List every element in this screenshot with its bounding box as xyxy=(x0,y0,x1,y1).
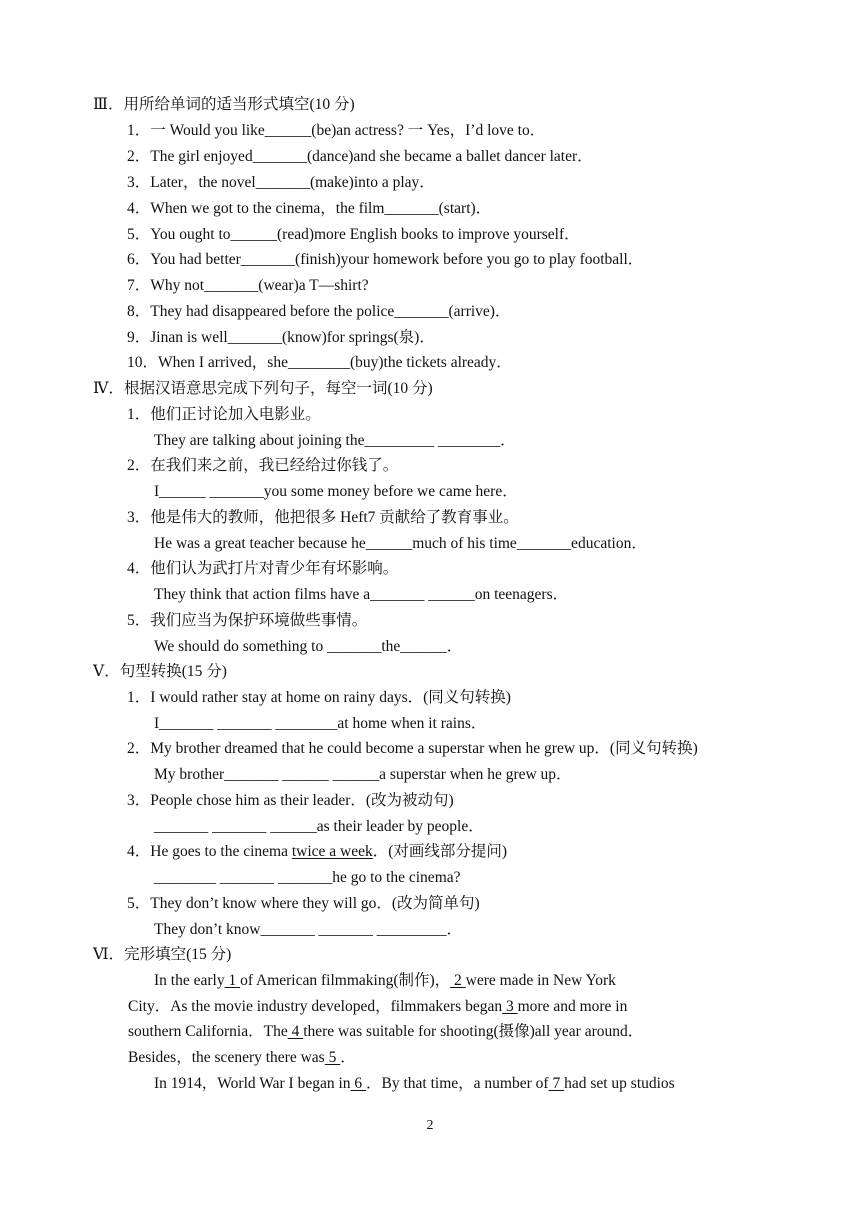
q4-item-5-chinese: 5．我们应当为保护环境做些事情。 xyxy=(127,612,368,629)
cloze-blank-4: 4 xyxy=(287,1023,304,1040)
q3-item-10: 10．When I arrived，she________(buy)the tickets already． xyxy=(127,354,512,371)
cloze-text: ． xyxy=(340,1049,356,1066)
cloze-text: more and more in xyxy=(517,998,628,1015)
q5-item-4-instruction: ．(对画线部分提问) xyxy=(372,843,508,860)
cloze-blank-1: 1 xyxy=(224,972,241,989)
section-4-title: Ⅳ．根据汉语意思完成下列句子，每空一词(10 分) xyxy=(93,380,433,397)
q3-item-3: 3．Later，the novel_______(make)into a play． xyxy=(127,174,435,191)
q4-item-1-chinese: 1．他们正讨论加入电影业。 xyxy=(127,406,321,423)
q3-item-6: 6．You had better_______(finish)your homework before you go to play football． xyxy=(127,251,644,268)
q3-item-2: 2．The girl enjoyed_______(dance)and she became a ballet dancer later． xyxy=(127,148,593,165)
cloze-text: City．As the movie industry developed，filmmakers began xyxy=(128,998,503,1015)
q5-item-2: 2．My brother dreamed that he could become a superstar when he grew up．(同义句转换) xyxy=(127,740,698,757)
q3-item-4: 4．When we got to the cinema，the film_______(start)． xyxy=(127,200,492,217)
cloze-blank-2: 2 xyxy=(450,972,466,989)
cloze-text: In 1914，World War I began in xyxy=(154,1075,351,1092)
cloze-text: were made in New York xyxy=(465,972,616,989)
cloze-text: there was suitable for shooting(摄像)all year around． xyxy=(303,1023,644,1040)
cloze-line-1 xyxy=(154,971,616,991)
section-6-title: Ⅵ．完形填空(15 分) xyxy=(93,946,232,963)
cloze-text: In the early xyxy=(154,972,225,989)
q5-item-4-text: 4．He goes to the cinema xyxy=(127,843,292,860)
q5-item-3: 3．People chose him as their leader．(改为被动句) xyxy=(127,792,454,809)
q4-item-2-chinese: 2．在我们来之前，我已经给过你钱了。 xyxy=(127,457,399,474)
q4-item-5-english: We should do something to _______the______． xyxy=(154,638,463,655)
q3-item-8: 8．They had disappeared before the police_______(arrive)． xyxy=(127,303,511,320)
q3-item-7: 7．Why not_______(wear)a T—shirt? xyxy=(127,277,369,294)
cloze-text: southern California．The xyxy=(128,1023,288,1040)
q5-item-1: 1．I would rather stay at home on rainy days．(同义句转换) xyxy=(127,689,511,706)
q5-item-1-answer: I_______ _______ ________at home when it rains． xyxy=(154,715,487,732)
q4-item-3-english: He was a great teacher because he______much of his time_______education． xyxy=(154,535,647,552)
q4-item-3-chinese: 3．他是伟大的教师，他把很多 Heft7 贡献给了教育事业。 xyxy=(127,509,519,526)
cloze-blank-7: 7 xyxy=(548,1075,565,1092)
q5-item-5: 5．They don’t know where they will go．(改为简单句) xyxy=(127,895,480,912)
q3-item-1: 1．一 Would you like______(be)an actress? 一 Yes，I’d love to． xyxy=(127,122,546,139)
cloze-text: had set up studios xyxy=(564,1075,675,1092)
q4-item-4-english: They think that action films have a_______ ______on teenagers． xyxy=(154,586,569,603)
cloze-text: of American filmmaking(制作)， xyxy=(240,972,451,989)
cloze-blank-5: 5 xyxy=(324,1049,341,1066)
q4-item-1-english: They are talking about joining the_________ ________． xyxy=(154,432,516,449)
cloze-line-2 xyxy=(128,997,627,1017)
cloze-line-5 xyxy=(154,1074,675,1094)
q5-item-4 xyxy=(127,842,507,862)
cloze-blank-6: 6 xyxy=(350,1075,367,1092)
q5-item-3-answer: _______ _______ ______as their leader by people． xyxy=(154,818,484,835)
cloze-blank-3: 3 xyxy=(502,998,518,1015)
cloze-line-4 xyxy=(128,1048,356,1068)
section-3-title: Ⅲ．用所给单词的适当形式填空(10 分) xyxy=(93,96,355,113)
q5-item-4-answer: ________ _______ _______he go to the cinema? xyxy=(154,869,461,886)
page-number: 2 xyxy=(426,1118,434,1133)
q5-item-5-answer: They don’t know_______ _______ _________． xyxy=(154,921,462,938)
section-5-title: Ⅴ．句型转换(15 分) xyxy=(93,663,227,680)
q5-item-2-answer: My brother_______ ______ ______a superstar when he grew up． xyxy=(154,766,572,783)
q3-item-5: 5．You ought to______(read)more English books to improve yourself． xyxy=(127,226,580,243)
q5-item-4-underlined: twice a week xyxy=(291,843,373,860)
q4-item-2-english: I______ _______you some money before we came here． xyxy=(154,483,518,500)
cloze-text: Besides，the scenery there was xyxy=(128,1049,325,1066)
q4-item-4-chinese: 4．他们认为武打片对青少年有坏影响。 xyxy=(127,560,399,577)
cloze-line-3 xyxy=(128,1022,643,1042)
cloze-text: ．By that time，a number of xyxy=(366,1075,549,1092)
q3-item-9: 9．Jinan is well_______(know)for springs(泉)． xyxy=(127,329,435,346)
